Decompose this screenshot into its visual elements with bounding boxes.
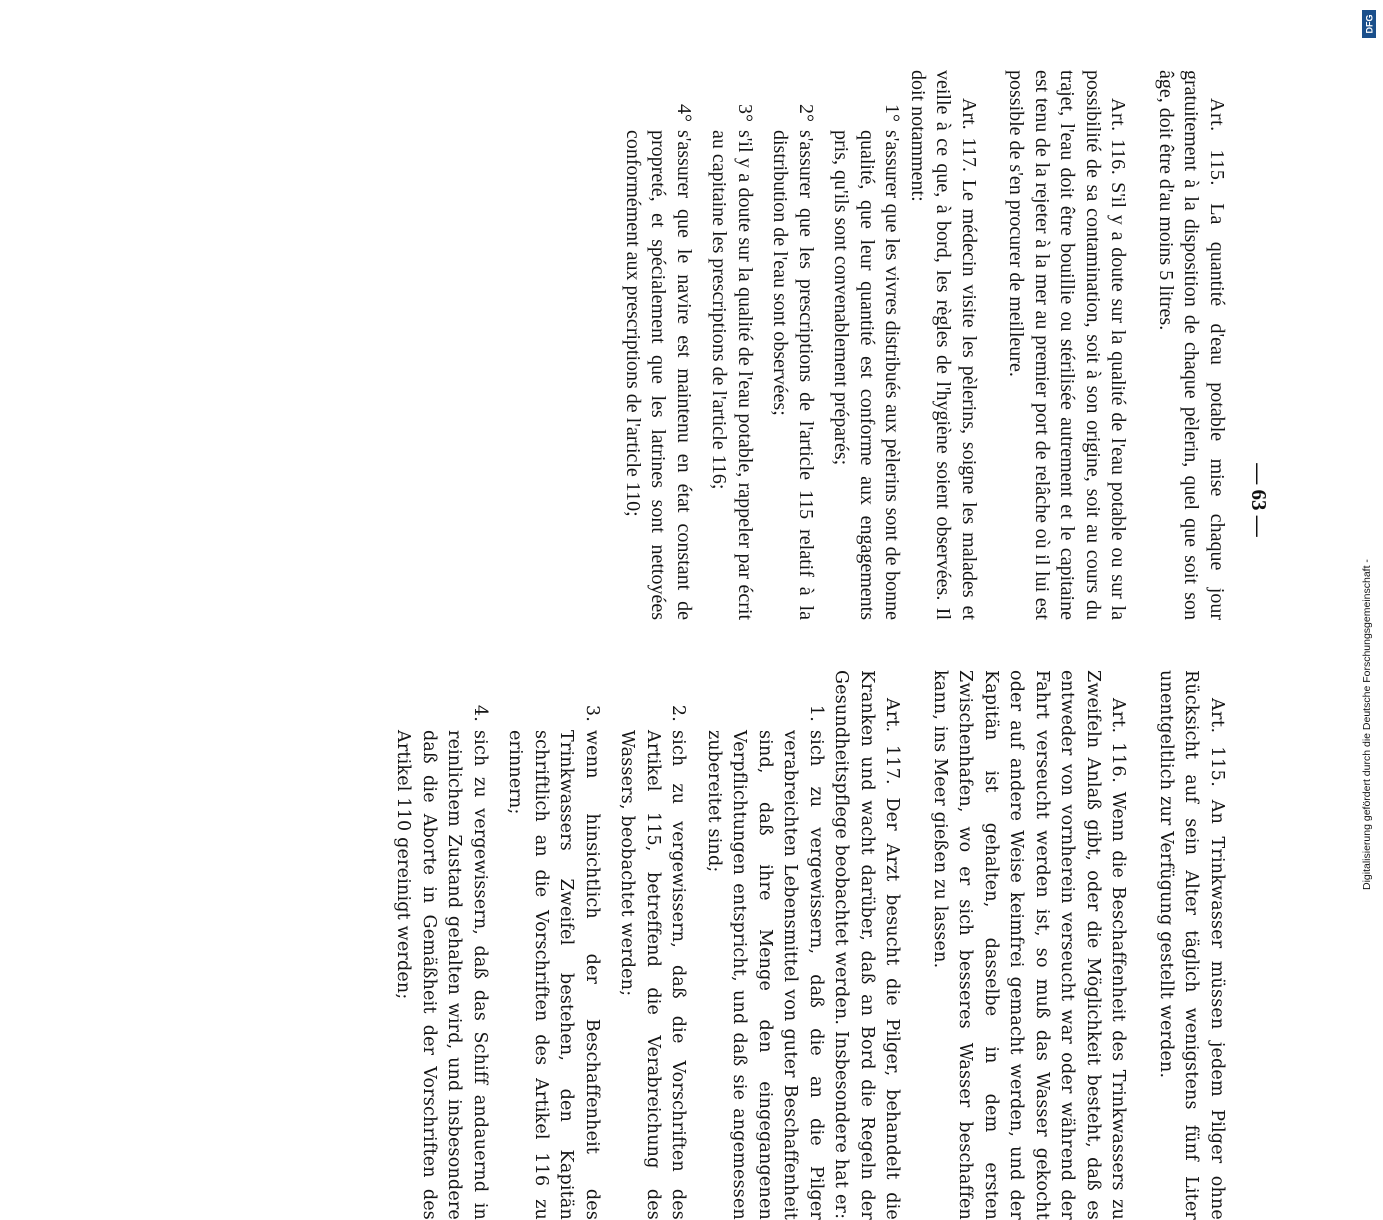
item-number: 3. [582, 704, 602, 722]
article-text: S'il y a doute sur la qualité de l'eau potable ou sur la possibilité de sa contamination, soit à son origine, soit au cours du trajet, l'eau doit être bouillie ou stérilisée autrement et le capitaine est tenu de la rejeter à la mer au premier port de relâche où il lui est possible de s'en procurer de meilleure. [1005, 70, 1130, 620]
article-label: Art. 117. [958, 98, 980, 172]
french-list-item [767, 70, 818, 620]
item-number: 3° [734, 104, 756, 122]
article-label: Art. 116. [1107, 98, 1130, 176]
french-column [610, 70, 1230, 620]
item-number: 2. [668, 704, 689, 722]
dfg-logo [1362, 10, 1376, 38]
german-article-117 [828, 670, 905, 1220]
item-text: s'assurer que les vivres distribués aux pèlerins sont de bonne qualité, que leur quantité est conforme aux engagements pris, qu'ils sont convenablement préparés; [830, 130, 904, 620]
article-text: An Trinkwasser müssen jedem Pilger ohne Rücksicht auf sein Alter täglich wenigstens fünf Liter unentgeltlich zur Verfügung gestellt werden. [1156, 670, 1227, 1220]
german-list-item [614, 670, 691, 1220]
french-article-115 [1153, 70, 1230, 620]
item-text: sich zu vergewissern, daß die an die Pilger verabreichten Lebensmittel von guter Beschaffenheit sind, daß ihre Menge den eingegangenen Verpflichtungen entspricht, und daß sie angemessen zubereitet sind; [704, 730, 826, 1220]
digitization-credit: Digitalisierung gefördert durch die Deutsche Forschungsgemeinschaft - [1361, 559, 1373, 890]
article-text: Wenn die Beschaffenheit des Trinkwassers zu Zweifeln Anlaß gibt, oder die Möglichkeit besteht, daß es entweder von vornherein verseucht war oder während der Fahrt verseucht werden ist, so muß das Wasser gekocht oder auf andere Weise keimfrei gemacht werden, und der Kapitän ist gehalten, dasselbe in dem ersten Zwischenhafen, wo er sich besseres Wasser beschaffen kann, ins Meer gießen zu lassen. [930, 670, 1129, 1220]
item-text: s'assurer que le navire est maintenu en état constant de propreté, et spécialement que les latrines sont nettoyées conformément aux prescriptions de l'article 110; [622, 130, 695, 620]
dfg-logo-text: DFG [1364, 14, 1374, 34]
item-number: 1. [806, 704, 826, 722]
item-text: sich zu vergewissern, daß das Schiff andauernd in reinlichem Zustand gehalten wird, und insbesondere daß die Aborte in Gemäßheit der Vorschriften des Artikel 110 gereinigt werden; [393, 730, 490, 1220]
item-number: 1° [881, 104, 904, 122]
french-article-116 [1003, 70, 1131, 620]
item-number: 2° [795, 104, 817, 122]
item-number: 4° [673, 104, 695, 122]
item-text: wenn hinsichtlich der Beschaffenheit des Trinkwassers Zweifel bestehen, den Kapitän schriftlich an die Vorschriften des Artikel 116 zu erinnern; [505, 730, 602, 1220]
french-list-item [706, 70, 757, 620]
german-article-115 [1153, 670, 1230, 1220]
german-list-item [390, 670, 492, 1220]
article-label: Art. 115. [1207, 698, 1227, 788]
item-text: sich zu vergewissern, daß die Vorschriften des Artikel 115, betreffend die Verabreichung des Wassers, beobachtet werden; [617, 730, 689, 1220]
article-label: Art. 117. [882, 698, 903, 785]
german-column [380, 670, 1229, 1220]
page-number: — 63 — [1247, 463, 1271, 537]
article-text: Der Arzt besucht die Pilger, behandelt die Kranken und wacht darüber, daß an Bord die Regeln der Gesundheitspflege beobachtet werden. Insbesondere hat er: [831, 670, 903, 1220]
german-list-item [502, 670, 604, 1220]
german-list-item [701, 670, 829, 1220]
french-list-item [828, 70, 905, 620]
french-list-item [620, 70, 697, 620]
german-article-116 [927, 670, 1131, 1220]
article-label: Art. 115. [1206, 98, 1228, 186]
article-label: Art. 116. [1108, 698, 1129, 784]
item-text: s'assurer que les prescriptions de l'article 115 relatif à la distribution de l'eau sont observées; [769, 130, 817, 620]
item-number: 4. [470, 704, 490, 722]
article-text: La quantité d'eau potable mise chaque jour gratuitement à la disposition de chaque pèlerin, quel que soit son âge, doit être d'au moins 5 litres. [1155, 70, 1228, 620]
rotated-page-content [111, 70, 1271, 1220]
item-text: s'il y a doute sur la qualité de l'eau potable, rappeler par écrit au capitaine les prescriptions de l'article 116; [708, 130, 756, 620]
french-article-117 [905, 70, 982, 620]
article-text: Le médecin visite les pèlerins, soigne les malades et veille à ce que, à bord, les règles de l'hygiène soient observées. Il doit notamment: [907, 70, 980, 621]
